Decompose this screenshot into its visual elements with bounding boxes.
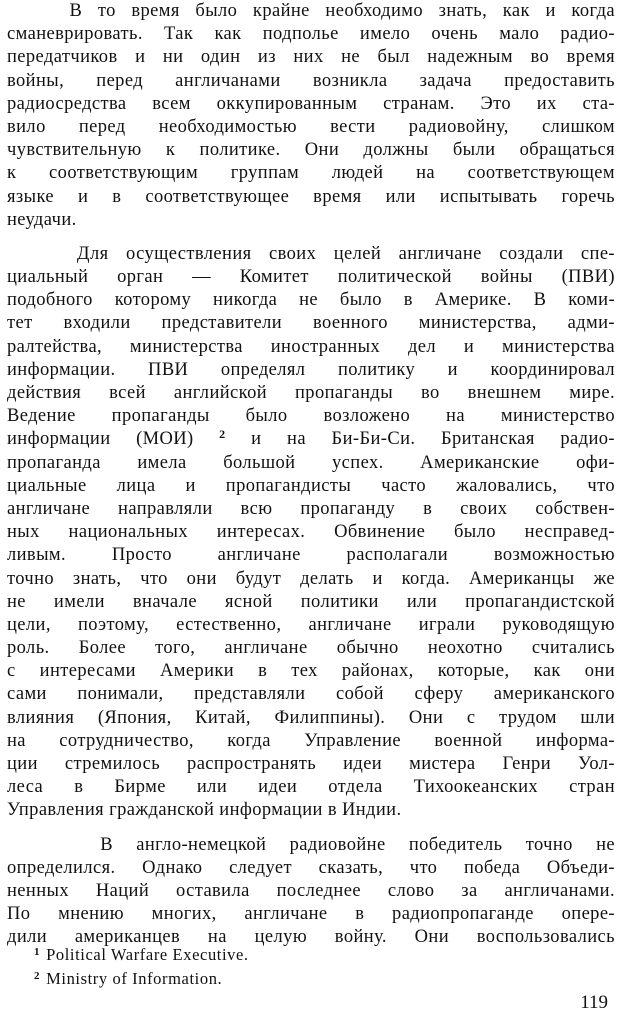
text-line: передатчиков и ни один из них не был надежным во время — [7, 47, 615, 68]
footnote — [34, 940, 594, 964]
text-line: сами понимали, представляли собой сферу американского — [7, 684, 615, 705]
text-line: сманеврировать. Так как подполье имело очень мало радио- — [7, 24, 615, 45]
paragraph — [7, 0, 615, 232]
text-line: на сотрудничество, когда Управление военной информа- — [7, 730, 615, 751]
text-line: Для осуществления своих целей англичане создали спе- — [7, 243, 615, 264]
text-line: определился. Однако следует сказать, что победа Объеди- — [7, 857, 615, 878]
paragraph-gap — [7, 232, 615, 243]
text-line: Ведение пропаганды было возложено на министерство — [7, 406, 615, 427]
footnote-text: Ministry of Information. — [46, 969, 223, 988]
footnote-reference: 2 — [219, 428, 226, 442]
footnote-text: Political Warfare Executive. — [46, 945, 249, 964]
text-line: англичане направляли всю пропаганду в своих собствен- — [7, 498, 615, 519]
text-line: пропаганда имела большой успех. Американские офи- — [7, 452, 615, 473]
paragraph — [7, 834, 615, 950]
footnote — [34, 964, 594, 988]
text-line: языке и в соответствующее время или испытывать горечь — [7, 186, 615, 207]
footnote-mark: 2 — [34, 970, 41, 982]
text-line: тет входили представители военного министерства, адми- — [7, 313, 615, 334]
text-line: ции стремилось распространять идеи мистера Генри Уол- — [7, 754, 615, 774]
text-line: цели, поэтому, естественно, англичане играли руководящую — [7, 614, 615, 635]
text-line: информации (МОИ) $^2$ и на Би-Би-Си. Британская радио- — [7, 428, 615, 450]
text-line: вило перед необходимостью вести радиовойну, слишком — [7, 116, 615, 137]
text-line: действия всей английской пропаганды во внешнем мире. — [7, 383, 615, 403]
text-line: влияния (Япония, Китай, Филиппины). Они с трудом шли — [7, 707, 615, 728]
text-line: дили американцев на целую войну. Они воспользовались — [7, 927, 615, 948]
text-line: подобного которому никогда не было в Америке. В коми- — [7, 290, 615, 311]
paragraph — [7, 243, 615, 823]
text-line: точно знать, что они будут делать и когда. Американцы же — [7, 568, 615, 589]
text-line: радиосредства всем оккупированным странам. Это их ста- — [7, 93, 615, 114]
body-text — [7, 0, 615, 950]
text-line: ных национальных интересах. Обвинение было несправед- — [7, 522, 615, 543]
page-number: 119 — [580, 992, 608, 1013]
paragraph-gap — [7, 823, 615, 834]
text-line: В то время было крайне необходимо знать, как и когда — [7, 1, 615, 21]
text-line: роль. Более того, англичане обычно неохотно считались — [7, 638, 615, 659]
text-line: чувствительную к политике. Они должны были обращаться — [7, 140, 615, 161]
text-line: ралтейства, министерства иностранных дел и министерства — [7, 336, 615, 357]
text-line: циальный орган — Комитет политической войны (ПВИ) — [7, 267, 615, 288]
text-line: к соответствующим группам людей на соответствующем — [7, 163, 615, 184]
footnotes — [34, 940, 594, 988]
footnote-mark: 1 — [34, 946, 41, 958]
text-line: не имели вначале ясной политики или пропагандистской — [7, 591, 615, 612]
text-line: леса в Бирме или идеи отдела Тихоокеанских стран — [7, 777, 615, 798]
text-line: Управления гражданской информации в Индии. — [7, 800, 402, 821]
text-line: информации. ПВИ определял политику и координировал — [7, 359, 615, 380]
text-line: войны, перед англичанами возникла задача предоставить — [7, 70, 615, 91]
text-line: с интересами Америки в тех районах, которые, как они — [7, 661, 615, 682]
text-line: По мнению многих, англичане в радиопропаганде опере- — [7, 904, 615, 925]
text-line: ливым. Просто англичане располагали возможностью — [7, 545, 615, 566]
text-line: ненных Наций оставила последнее слово за англичанами. — [7, 880, 615, 901]
text-line: циальные лица и пропагандисты часто жаловались, что — [7, 475, 615, 496]
text-line: В англо-немецкой радиовойне победитель точно не — [7, 834, 615, 855]
text-line: неудачи. — [7, 209, 77, 230]
